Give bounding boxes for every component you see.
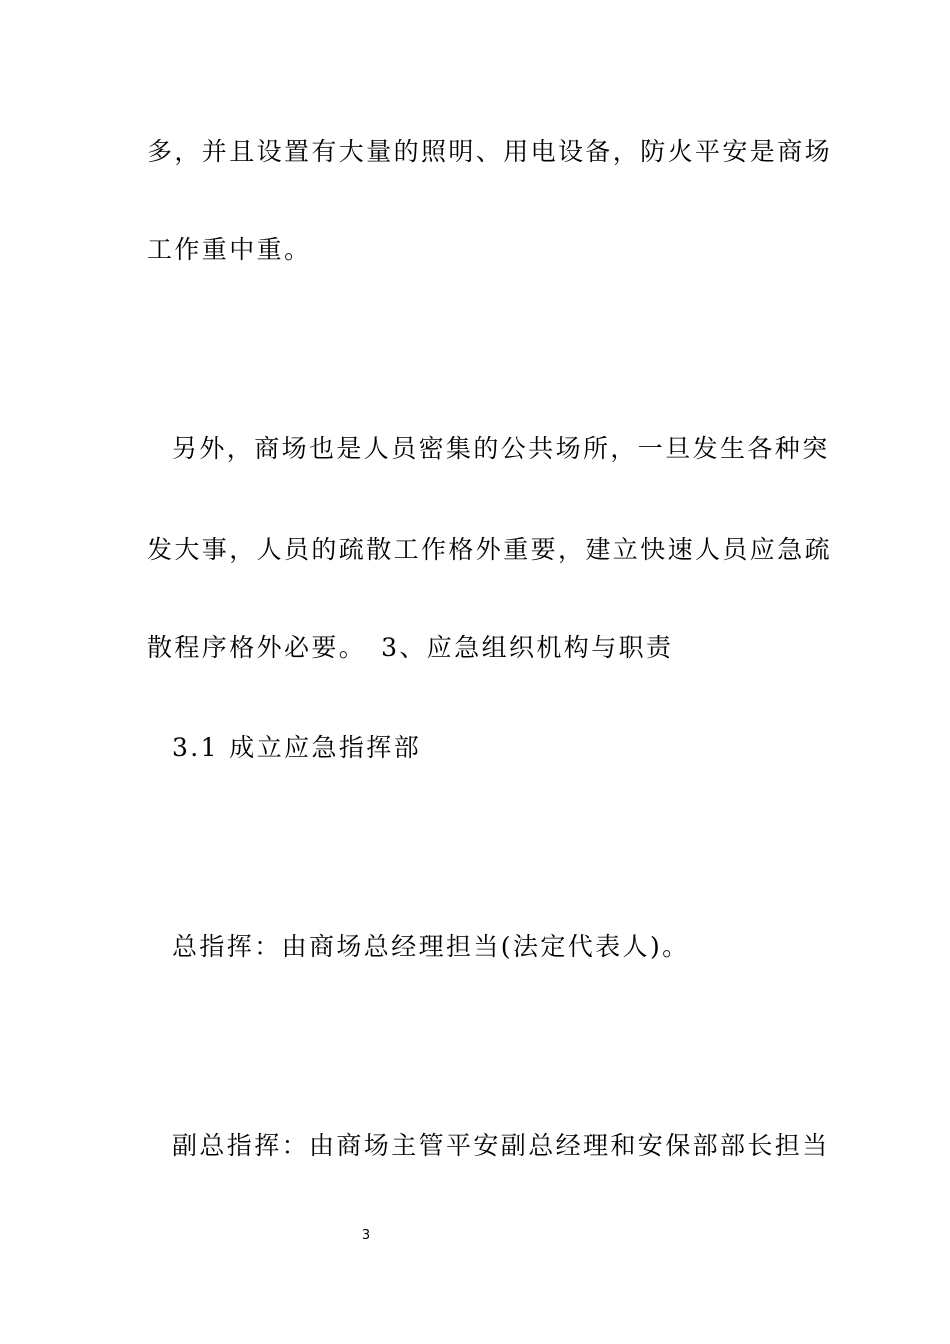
- paragraph-line-1: 多，并且设置有大量的照明、用电设备，防火平安是商场: [147, 137, 833, 166]
- paragraph-line-2: 工作重中重。: [147, 235, 312, 264]
- paragraph-line-7: 总指挥：由商场总经理担当(法定代表人)。: [172, 932, 690, 961]
- section-heading-3-1: 3.1 成立应急指挥部: [172, 733, 422, 762]
- paragraph-line-3: 另外，商场也是人员密集的公共场所，一旦发生各种突: [172, 434, 830, 463]
- paragraph-line-8: 副总指挥：由商场主管平安副总经理和安保部部长担当: [172, 1131, 830, 1160]
- paragraph-line-5: 散程序格外必要。 3、应急组织机构与职责: [147, 633, 674, 662]
- page-number: 3: [361, 1228, 371, 1243]
- paragraph-line-4: 发大事，人员的疏散工作格外重要，建立快速人员应急疏: [147, 535, 833, 564]
